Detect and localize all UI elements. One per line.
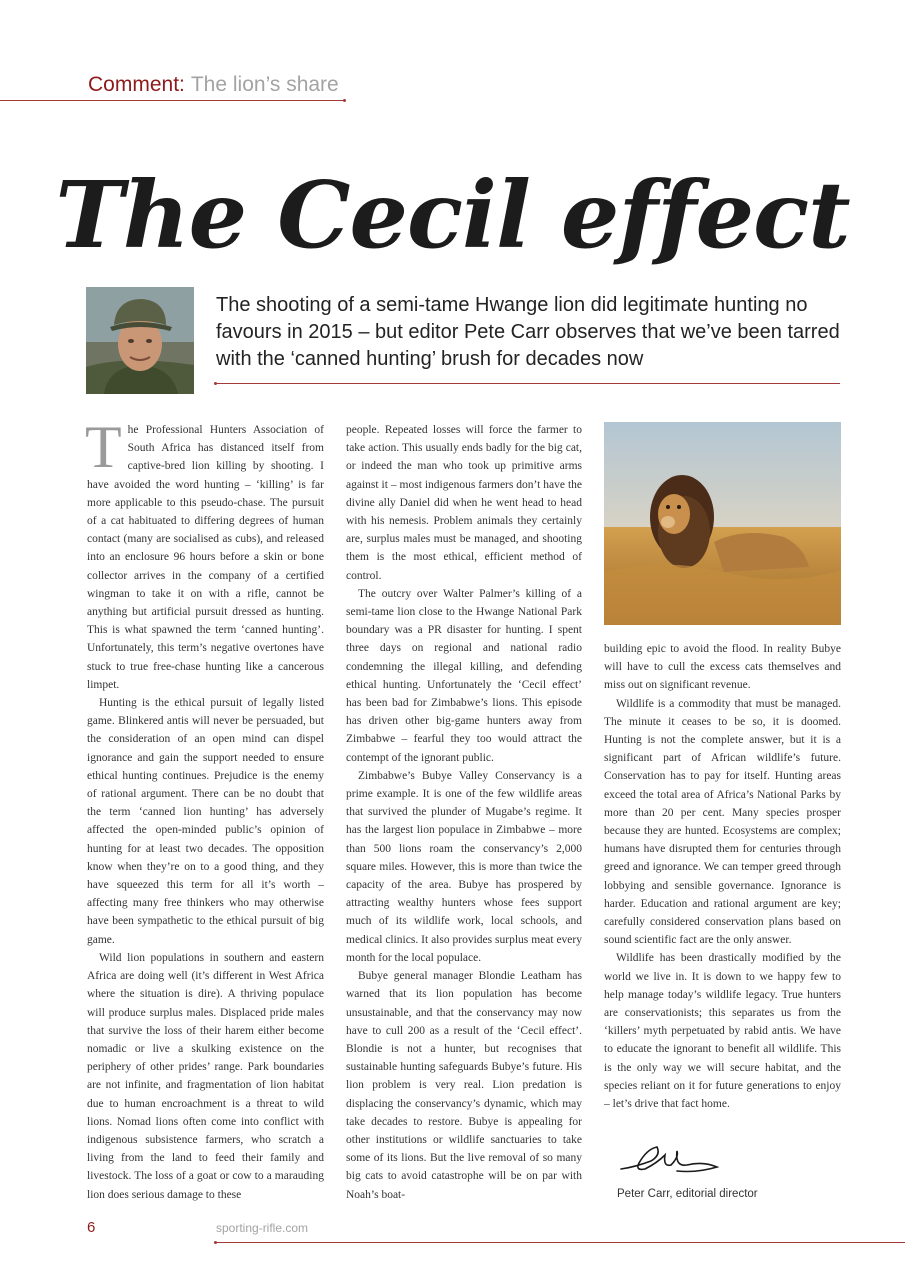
section-header [88,72,339,98]
paragraph: people. Repeated losses will force the farmer to take action. This usually ends badly for the big cat, or indeed the man who took up primitive arms against it – most indigenous farmers don’t have the divine ally Daniel did when he went head to head with his nemesis. Problem animals they certainly are, surplus males must be managed, and shooting them is the most ethical, efficient method of control. [346,424,582,582]
author-photo [86,287,194,394]
article-title: The Cecil effect [55,161,850,269]
signoff: Peter Carr, editorial director [617,1188,758,1200]
paragraph: Wildlife is a commodity that must be managed. The minute it ceases to be so, it is doomed. Hunting is not the complete answer, but it is a significant part of African wildlife’s future. Conservation has to pay for itself. Hunting areas exceed the total area of Africa’s National Parks by more than 20 per cent. Many species prosper because they are hunted. Ecosystems are complex; humans have disrupted them for centuries through greed and ignorance. We can temper greed through lobbying and sensible governance. Ignorance is harder. Education and rational argument are key; carefully considered conservation plans based on sound scientific fact are the only answer. [604,697,841,947]
footer-rule [216,1242,905,1243]
page-number: 6 [87,1219,96,1236]
column-2 [346,421,582,1204]
paragraph: Wildlife has been drastically modified by the world we live in. It is down to we happy few to help manage today’s wildlife legacy. True hunters are conservationists; this separates us from the ‘killers’ myth perpetuated by rabid antis. We have to educate the ignorant to benefit all wildlife. This is the only way we will secure habitat, and the species reliant on it for future generations to enjoy – let’s drive that fact home. [604,952,841,1111]
paragraph: Bubye general manager Blondie Leatham has warned that its lion population has become unsustainable, and that the conservancy may now have to cull 200 as a result of the ‘Cecil effect’. Blondie is not a hunter, but recognises that sustainable hunting safeguards Bubye’s future. His lion problem is very real. Lion predation is displacing the conservancy’s dynamic, which may take decades to restore. Bubye is appealing for other institutions or wildlife sanctuaries to take some of its lions. But the live removal of so many big cats to avoid catastrophe will be on par with Noah’s boat- [346,970,582,1201]
section-label: Comment: [88,73,185,96]
standfirst: The shooting of a semi-tame Hwange lion did legitimate hunting no favours in 2015 – but editor Pete Carr observes that we’ve been tarred with the ‘canned hunting’ brush for decades now [216,294,840,370]
paragraph: The outcry over Walter Palmer’s killing of a semi-tame lion close to the Hwange National Park boundary was a PR disaster for hunting. I spent three days on regional and national radio condemning the illegal killing, and defending ethical hunting. Unfortunately the ‘Cecil effect’ has been bad for Zimbabwe’s lions. This episode has driven other big-game hunters away from Zimbabwe – fearful they too would attract the contempt of the ignorant public. [346,587,582,764]
paragraph: The Professional Hunters Association of South Africa has distanced itself from captive-bred lion killing by shooting. I have avoided the word hunting – ‘killing’ is far more applicable to this pseudo-chase. The pursuit of a cat habituated to differing degrees of human contact (many are socialised as cubs), and released into an enclosure 96 hours before a skin or bone collector arrives in the company of a certified wingman to take it on with a rifle, cannot be anything but artificial pursuit dressed as hunting. This is what spawned the term ‘canned hunting’. Unfortunately, this term’s negative overtones have stuck to true free-chase hunting like a cancerous limpet. [85,414,324,691]
section-subtitle: The lion’s share [190,73,339,96]
column-1 [85,414,324,1204]
header-rule [0,100,344,101]
standfirst-rule [216,383,840,384]
paragraph: Hunting is the ethical pursuit of legally listed game. Blinkered antis will never be persuaded, but the consideration of an open mind can dispel ignorance and gain the support needed to ensure ethical hunting continues. Prejudice is the enemy of rational argument. There can be no doubt that the term ‘canned lion hunting’ has adversely affected the open-minded public’s opinion of hunting for at least two decades. The opposition know when they’re on to a good thing, and they have squeezed this term for all it’s worth – affecting many free thinkers who may otherwise have been sympathetic to the ethical pursuit of big game. [87,697,324,946]
paragraph: Wild lion populations in southern and eastern Africa are doing well (it’s different in West Africa where the situation is dire). A thriving populace will produce surplus males. Displaced pride males that survive the loss of their harem either become nomadic or live a skulking existence on the periphery of other prides’ range. Park boundaries are not infinite, and fragmentation of lion habitat due to human encroachment is a threat to wild lions. Nomad lions often come into conflict with indigenous subsistence farmers, who scratch a living from the land to feed their family and livestock. The loss of a goat or cow to a marauding lion does serious damage to these [87,951,324,1201]
drop-cap: T [85,414,122,480]
lion-photo [604,422,841,625]
column-3 [604,640,841,1113]
website: sporting-rifle.com [216,1221,309,1235]
paragraph: building epic to avoid the flood. In reality Bubye will have to cull the excess cats themselves and miss out on significant revenue. [604,643,841,692]
paragraph: Zimbabwe’s Bubye Valley Conservancy is a prime example. It is one of the few wildlife areas that survived the plunder of Mugabe’s regime. It has the largest lion populace in Zimbabwe – more than 500 lions roam the conservancy’s 2,000 square miles. However, this is more than twice the capacity of the area. Bubye has prospered by attracting wealthy hunters whose fees support much of its wildlife work, local schools, and medical clinics. It also provides surplus meat every month for the local populace. [346,769,582,964]
signature [617,1137,727,1179]
